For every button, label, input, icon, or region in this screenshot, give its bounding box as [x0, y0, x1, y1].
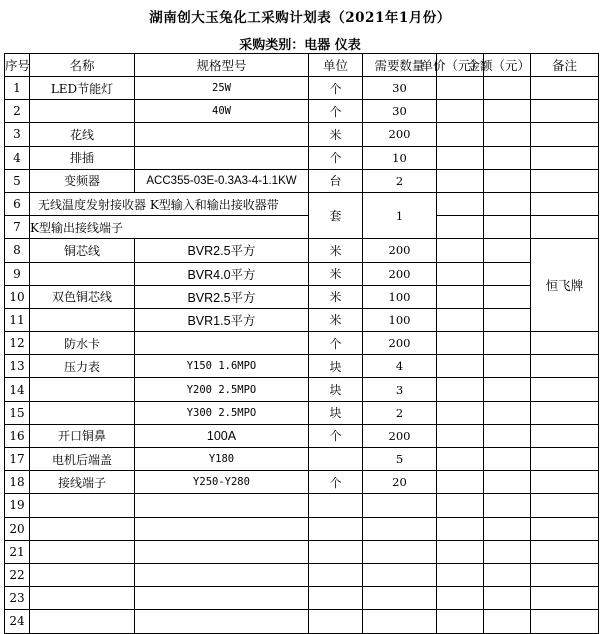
cell-name: 花线 — [30, 123, 135, 146]
cell-note — [531, 100, 599, 123]
cell-note — [531, 401, 599, 424]
cell-note — [531, 77, 599, 100]
cell-name — [30, 517, 135, 540]
cell-note — [531, 448, 599, 471]
cell-unit: 个 — [309, 424, 363, 447]
cell-name — [30, 540, 135, 563]
cell-note — [531, 216, 599, 239]
table-row — [5, 471, 599, 494]
table-row — [5, 308, 599, 331]
cell-spec: ACC355-03E-0.3A3-4-1.1KW — [135, 169, 309, 192]
cell-qty: 100 — [363, 285, 437, 308]
cell-unit — [309, 540, 363, 563]
cell-name: 电机后端盖 — [30, 448, 135, 471]
cell-unit: 米 — [309, 308, 363, 331]
cell-spec — [135, 146, 309, 169]
cell-price — [437, 587, 484, 610]
col-header-unit: 单位 — [309, 54, 363, 77]
cell-amount — [484, 169, 531, 192]
table-row — [5, 401, 599, 424]
cell-name — [30, 587, 135, 610]
table-row — [5, 239, 599, 262]
cell-price — [437, 332, 484, 355]
cell-unit: 个 — [309, 100, 363, 123]
cell-seq: 15 — [5, 401, 30, 424]
cell-price — [437, 216, 484, 239]
cell-spec: Y180 — [135, 448, 309, 471]
cell-note — [531, 146, 599, 169]
cell-name — [30, 494, 135, 517]
cell-name — [30, 378, 135, 401]
cell-spec — [135, 332, 309, 355]
cell-price — [437, 517, 484, 540]
cell-unit — [309, 494, 363, 517]
table-row — [5, 123, 599, 146]
cell-qty: 4 — [363, 355, 437, 378]
cell-unit: 个 — [309, 146, 363, 169]
cell-qty: 5 — [363, 448, 437, 471]
cell-unit — [309, 517, 363, 540]
cell-amount — [484, 192, 531, 215]
cell-price — [437, 146, 484, 169]
cell-price — [437, 355, 484, 378]
cell-amount — [484, 401, 531, 424]
col-header-qty: 需要数量 — [363, 54, 437, 77]
cell-spec: Y250-Y280 — [135, 471, 309, 494]
cell-amount — [484, 517, 531, 540]
table-row — [5, 587, 599, 610]
cell-spec: Y150 1.6MPO — [135, 355, 309, 378]
table-row — [5, 146, 599, 169]
table-row — [5, 610, 599, 633]
cell-spec: BVR2.5平方 — [135, 285, 309, 308]
cell-unit: 个 — [309, 332, 363, 355]
cell-note-brand: 恒飞牌 — [531, 239, 599, 332]
cell-name — [30, 100, 135, 123]
cell-amount — [484, 540, 531, 563]
cell-qty: 100 — [363, 308, 437, 331]
cell-price — [437, 563, 484, 586]
cell-seq: 19 — [5, 494, 30, 517]
cell-seq: 12 — [5, 332, 30, 355]
cell-qty — [363, 540, 437, 563]
cell-seq: 10 — [5, 285, 30, 308]
cell-seq: 5 — [5, 169, 30, 192]
col-header-seq: 序号 — [5, 54, 30, 77]
cell-seq: 23 — [5, 587, 30, 610]
cell-price — [437, 169, 484, 192]
cell-note — [531, 494, 599, 517]
cell-note — [531, 169, 599, 192]
col-header-name: 名称 — [30, 54, 135, 77]
cell-spec: BVR2.5平方 — [135, 239, 309, 262]
cell-name: 铜芯线 — [30, 239, 135, 262]
cell-qty — [363, 563, 437, 586]
cell-amount — [484, 355, 531, 378]
cell-price — [437, 285, 484, 308]
cell-note — [531, 517, 599, 540]
cell-unit: 块 — [309, 355, 363, 378]
cell-note — [531, 471, 599, 494]
cell-spec — [135, 587, 309, 610]
cell-amount — [484, 123, 531, 146]
cell-price — [437, 100, 484, 123]
cell-amount — [484, 332, 531, 355]
cell-seq: 7 — [5, 216, 30, 239]
cell-qty — [363, 587, 437, 610]
cell-qty: 200 — [363, 239, 437, 262]
cell-amount — [484, 146, 531, 169]
cell-qty: 3 — [363, 378, 437, 401]
cell-unit: 个 — [309, 471, 363, 494]
cell-seq: 8 — [5, 239, 30, 262]
cell-name — [30, 610, 135, 633]
cell-qty: 200 — [363, 332, 437, 355]
cell-spec: Y300 2.5MPO — [135, 401, 309, 424]
cell-amount — [484, 610, 531, 633]
cell-name — [30, 308, 135, 331]
cell-name-spec-merged: 无线温度发射接收器 K型输入和输出接收器带 — [30, 192, 309, 215]
table-row — [5, 378, 599, 401]
cell-qty — [363, 610, 437, 633]
cell-price — [437, 378, 484, 401]
cell-spec: 25W — [135, 77, 309, 100]
table-row — [5, 517, 599, 540]
cell-amount — [484, 262, 531, 285]
cell-seq: 9 — [5, 262, 30, 285]
cell-name-spec-merged: K型输出接线端子 — [30, 216, 309, 239]
cell-seq: 17 — [5, 448, 30, 471]
cell-price — [437, 494, 484, 517]
table-row — [5, 216, 599, 239]
cell-qty: 2 — [363, 401, 437, 424]
cell-amount — [484, 424, 531, 447]
cell-note — [531, 587, 599, 610]
table-row — [5, 262, 599, 285]
cell-seq: 21 — [5, 540, 30, 563]
cell-qty: 20 — [363, 471, 437, 494]
table-row — [5, 424, 599, 447]
table-row — [5, 285, 599, 308]
purchase-category: 采购类别：电器 仪表 — [239, 38, 361, 53]
sheet-title: 湖南创大玉兔化工采购计划表（2021年1月份） — [149, 10, 451, 26]
table-row — [5, 100, 599, 123]
cell-price — [437, 192, 484, 215]
cell-note — [531, 563, 599, 586]
cell-qty: 30 — [363, 77, 437, 100]
cell-unit: 台 — [309, 169, 363, 192]
table-row — [5, 448, 599, 471]
cell-seq: 11 — [5, 308, 30, 331]
cell-name: 排插 — [30, 146, 135, 169]
header-row — [5, 54, 599, 77]
cell-price — [437, 540, 484, 563]
cell-amount — [484, 448, 531, 471]
cell-amount — [484, 587, 531, 610]
cell-price — [437, 401, 484, 424]
col-header-note: 备注 — [531, 54, 599, 77]
cell-note — [531, 610, 599, 633]
cell-qty: 1 — [363, 192, 437, 238]
cell-spec — [135, 123, 309, 146]
cell-unit — [309, 448, 363, 471]
cell-spec: 40W — [135, 100, 309, 123]
cell-amount — [484, 77, 531, 100]
cell-spec — [135, 610, 309, 633]
cell-spec: BVR1.5平方 — [135, 308, 309, 331]
cell-note — [531, 424, 599, 447]
cell-price — [437, 610, 484, 633]
cell-name: 变频器 — [30, 169, 135, 192]
cell-unit: 套 — [309, 192, 363, 238]
table-row — [5, 540, 599, 563]
cell-name: 防水卡 — [30, 332, 135, 355]
cell-unit: 块 — [309, 401, 363, 424]
cell-seq: 24 — [5, 610, 30, 633]
cell-spec: Y200 2.5MPO — [135, 378, 309, 401]
cell-price — [437, 123, 484, 146]
cell-seq: 13 — [5, 355, 30, 378]
cell-price — [437, 239, 484, 262]
col-header-spec: 规格型号 — [135, 54, 309, 77]
table-row — [5, 169, 599, 192]
cell-note — [531, 355, 599, 378]
cell-name: 压力表 — [30, 355, 135, 378]
table-row — [5, 355, 599, 378]
cell-spec: BVR4.0平方 — [135, 262, 309, 285]
cell-note — [531, 123, 599, 146]
cell-unit — [309, 563, 363, 586]
cell-price — [437, 262, 484, 285]
cell-unit: 米 — [309, 262, 363, 285]
cell-unit — [309, 587, 363, 610]
cell-unit: 个 — [309, 77, 363, 100]
cell-unit: 米 — [309, 123, 363, 146]
table-row — [5, 332, 599, 355]
cell-seq: 22 — [5, 563, 30, 586]
cell-qty — [363, 494, 437, 517]
cell-seq: 16 — [5, 424, 30, 447]
cell-unit: 米 — [309, 285, 363, 308]
cell-spec — [135, 563, 309, 586]
cell-spec: 100A — [135, 424, 309, 447]
purchase-plan-table — [4, 53, 599, 634]
cell-seq: 3 — [5, 123, 30, 146]
cell-qty: 10 — [363, 146, 437, 169]
cell-qty: 200 — [363, 262, 437, 285]
cell-spec — [135, 494, 309, 517]
cell-amount — [484, 285, 531, 308]
cell-unit: 米 — [309, 239, 363, 262]
cell-amount — [484, 378, 531, 401]
col-header-price: 单价（元） — [437, 54, 484, 77]
cell-amount — [484, 308, 531, 331]
cell-name — [30, 262, 135, 285]
cell-amount — [484, 100, 531, 123]
cell-name — [30, 563, 135, 586]
cell-name: 接线端子 — [30, 471, 135, 494]
cell-price — [437, 448, 484, 471]
cell-name — [30, 401, 135, 424]
cell-note — [531, 192, 599, 215]
table-row — [5, 192, 599, 215]
cell-price — [437, 308, 484, 331]
cell-qty — [363, 517, 437, 540]
col-header-amount: 金额（元） — [484, 54, 531, 77]
cell-amount — [484, 494, 531, 517]
cell-spec — [135, 540, 309, 563]
cell-seq: 2 — [5, 100, 30, 123]
cell-name: 双色铜芯线 — [30, 285, 135, 308]
cell-seq: 4 — [5, 146, 30, 169]
cell-note — [531, 540, 599, 563]
cell-spec — [135, 517, 309, 540]
cell-note — [531, 378, 599, 401]
cell-seq: 6 — [5, 192, 30, 215]
cell-seq: 14 — [5, 378, 30, 401]
cell-name: 开口铜鼻 — [30, 424, 135, 447]
cell-price — [437, 471, 484, 494]
cell-amount — [484, 563, 531, 586]
cell-seq: 18 — [5, 471, 30, 494]
cell-unit: 块 — [309, 378, 363, 401]
cell-qty: 30 — [363, 100, 437, 123]
cell-qty: 200 — [363, 424, 437, 447]
cell-amount — [484, 216, 531, 239]
cell-qty: 200 — [363, 123, 437, 146]
cell-note — [531, 332, 599, 355]
cell-price — [437, 77, 484, 100]
table-row — [5, 77, 599, 100]
cell-seq: 20 — [5, 517, 30, 540]
table-row — [5, 494, 599, 517]
cell-seq: 1 — [5, 77, 30, 100]
table-row — [5, 563, 599, 586]
cell-qty: 2 — [363, 169, 437, 192]
cell-amount — [484, 239, 531, 262]
cell-amount — [484, 471, 531, 494]
cell-unit — [309, 610, 363, 633]
cell-name: LED节能灯 — [30, 77, 135, 100]
cell-price — [437, 424, 484, 447]
